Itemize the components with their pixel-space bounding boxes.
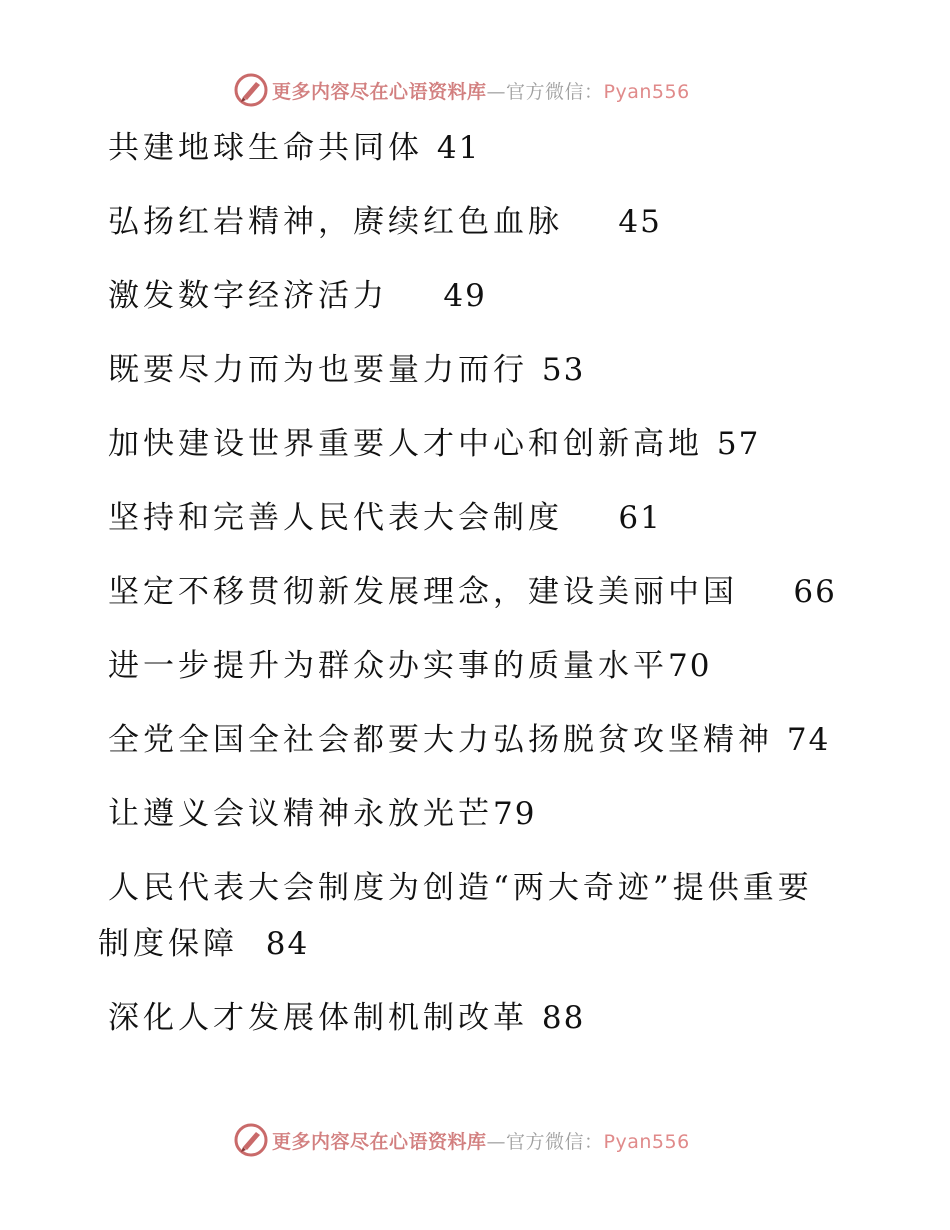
watermark-text	[272, 1127, 690, 1154]
toc-entry-page: 61	[618, 500, 662, 536]
watermark-wechat-label: 官方微信：	[506, 80, 604, 103]
toc-entry-gap	[528, 1000, 542, 1036]
toc-entry-page: 88	[541, 1000, 586, 1036]
pen-logo-icon	[234, 73, 268, 107]
toc-entry-title: 坚定不移贯彻新发展理念，建设美丽中国	[108, 574, 738, 610]
toc-entry-page: 57	[716, 426, 761, 462]
toc-entry	[98, 204, 858, 240]
toc-entry-title: 激发数字经济活力	[108, 278, 388, 314]
toc-entry-title: 弘扬红岩精神，赓续红色血脉	[108, 204, 563, 240]
pen-logo-icon	[234, 1123, 268, 1157]
toc-entry-title: 全党全国全社会都要大力弘扬脱贫攻坚精神	[108, 722, 773, 758]
toc-entry-title: 加快建设世界重要人才中心和创新高地	[108, 426, 703, 462]
toc-entry-page: 84	[265, 926, 310, 962]
toc-entry-title-line1: 人民代表大会制度为创造“两大奇迹”提供重要	[108, 870, 813, 906]
toc-entry-gap	[773, 722, 787, 758]
toc-entry-page: 79	[493, 796, 537, 832]
watermark-wechat-id: Pyan556	[603, 1130, 690, 1153]
toc-entry-page: 53	[541, 352, 586, 388]
toc-entry	[98, 352, 858, 388]
toc-entry-title: 坚持和完善人民代表大会制度	[108, 500, 563, 536]
toc-entry-page: 74	[786, 722, 831, 758]
toc-entry-title: 让遵义会议精神永放光芒	[108, 796, 493, 832]
toc-entry-line2	[98, 926, 858, 962]
toc-entry	[98, 1000, 858, 1036]
toc-entry	[98, 500, 858, 536]
toc-entry-gap	[423, 130, 437, 166]
toc-entry	[98, 574, 858, 610]
watermark-wechat-id: Pyan556	[603, 80, 690, 103]
toc-entry-title: 深化人才发展体制机制改革	[108, 1000, 528, 1036]
toc-entry-gap	[388, 278, 443, 314]
toc-entry-gap	[563, 204, 618, 240]
toc-entry	[98, 722, 858, 758]
watermark-separator: —	[486, 1130, 507, 1153]
toc-entry-page: 70	[668, 648, 712, 684]
toc-entry	[98, 796, 858, 832]
watermark-brand: 更多内容尽在心语资料库	[272, 1130, 487, 1153]
toc-entry-page: 66	[793, 574, 837, 610]
watermark-banner-top	[234, 72, 754, 108]
toc-entry-title: 共建地球生命共同体	[108, 130, 423, 166]
watermark-brand: 更多内容尽在心语资料库	[272, 80, 487, 103]
toc-entry	[98, 648, 858, 684]
toc-entry-title-line2: 制度保障	[98, 926, 238, 962]
watermark-wechat-label: 官方微信：	[506, 1130, 604, 1153]
toc-entry-gap	[738, 574, 793, 610]
watermark-banner-bottom	[234, 1122, 754, 1158]
toc-entry-gap	[563, 500, 618, 536]
toc-entry	[98, 870, 858, 962]
toc-entry-gap	[528, 352, 542, 388]
watermark-text	[272, 77, 690, 104]
toc-entry-title: 既要尽力而为也要量力而行	[108, 352, 528, 388]
toc-entry-page: 45	[618, 204, 662, 240]
toc-entry	[98, 426, 858, 462]
toc-entry	[98, 278, 858, 314]
toc-entry-gap	[703, 426, 717, 462]
toc-entry-page: 49	[443, 278, 487, 314]
toc-entry	[98, 130, 858, 166]
toc-entry-page: 41	[436, 130, 481, 166]
toc-entry-gap	[238, 926, 266, 962]
watermark-separator: —	[486, 80, 507, 103]
toc-entry-title: 进一步提升为群众办实事的质量水平	[108, 648, 668, 684]
